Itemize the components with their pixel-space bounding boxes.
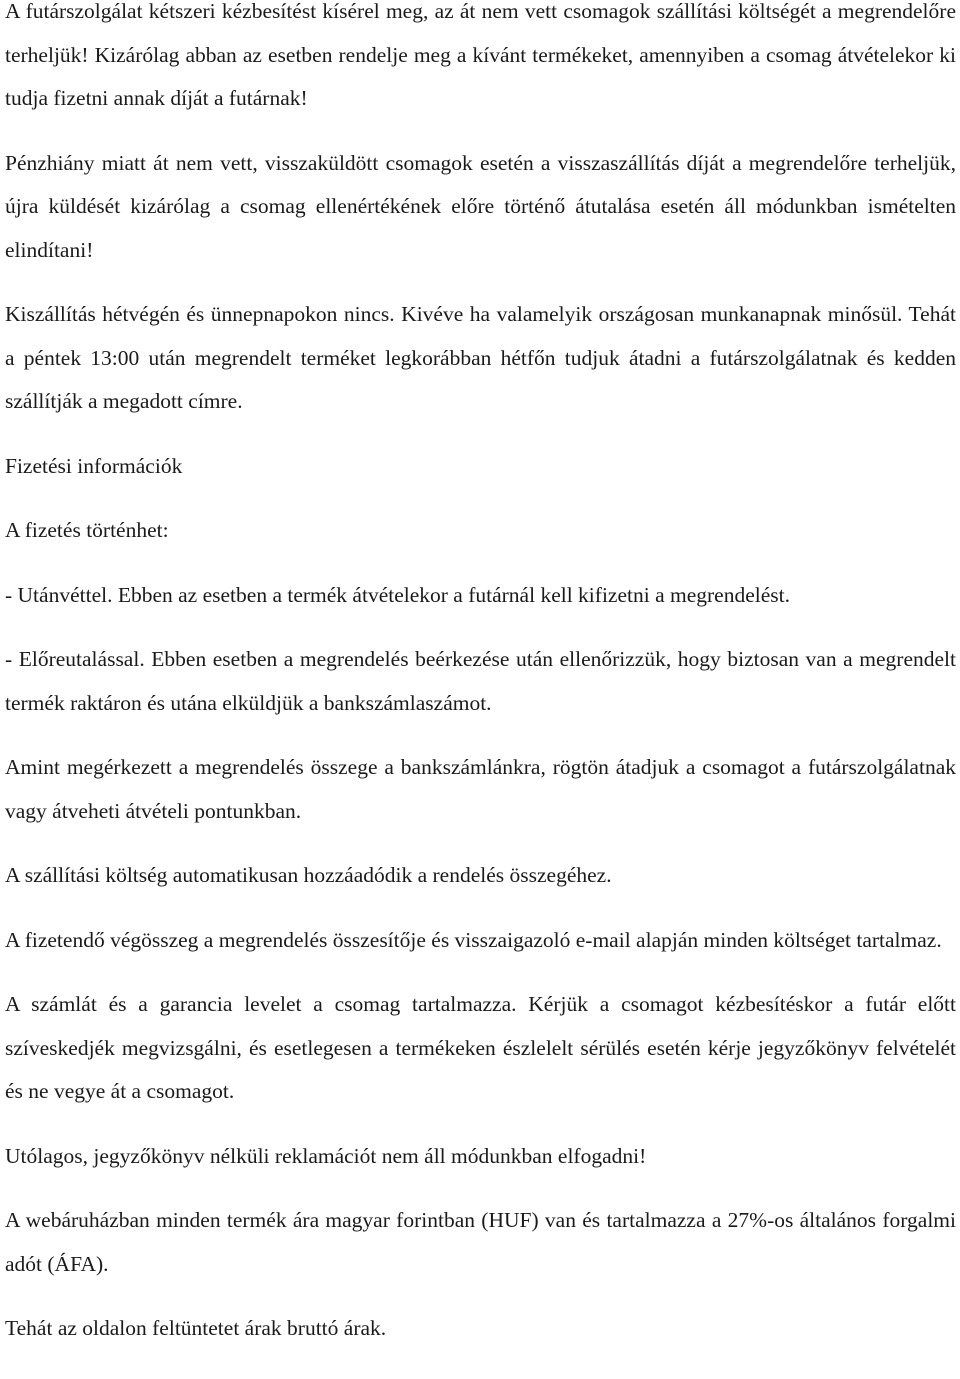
- list-item-cash-on-delivery: - Utánvéttel. Ebben az esetben a termék átvételekor a futárnál kell kifizetni a megrendelést.: [5, 582, 790, 607]
- paragraph-payment-received: Amint megérkezett a megrendelés összege a bankszámlánkra, rögtön átadjuk a csomagot a futárszolgálatnak vagy átveheti átvételi pontunkban.: [5, 755, 956, 823]
- paragraph-unpaid-returns: Pénzhiány miatt át nem vett, visszaküldött csomagok esetén a visszaszállítás díját a megrendelőre terheljük, újra küldését kizárólag a csomag ellenértékének előre történő átutalása esetén áll módunkban ismételten elindítani!: [5, 150, 956, 262]
- paragraph-payment-methods-intro: A fizetés történhet:: [5, 518, 169, 542]
- section-heading-payment-info: Fizetési információk: [5, 453, 183, 478]
- paragraph-weekend-delivery: Kiszállítás hétvégén és ünnepnapokon nincs. Kivéve ha valamelyik országosan munkanapnak minősül. Tehát a péntek 13:00 után megrendelt terméket legkorábban hétfőn tudjuk átadni a futárszolgálatnak és kedden szállítják a megadott címre.: [5, 302, 956, 413]
- paragraph-delivery-attempts: A futárszolgálat kétszeri kézbesítést kísérel meg, az át nem vett csomagok szállítási költségét a megrendelőre terheljük! Kizárólag abban az esetben rendelje meg a kívánt termékeket, amennyiben a csomag átvételekor ki tudja fizetni annak díját a futárnak!: [5, 0, 956, 110]
- paragraph-invoice-warranty: A számlát és a garancia levelet a csomag tartalmazza. Kérjük a csomagot kézbesítéskor a futár előtt szíveskedjék megvizsgálni, és esetlegesen a termékeken észlelelt sérülés esetén kérje jegyzőkönyv felvételét és ne vegye át a csomagot.: [5, 992, 956, 1103]
- paragraph-prices-vat: A webáruházban minden termék ára magyar forintban (HUF) van és tartalmazza a 27%-os általános forgalmi adót (ÁFA).: [5, 1208, 956, 1276]
- document-body: [5, 0, 956, 1372]
- paragraph-complaints: Utólagos, jegyzőkönyv nélküli reklamációt nem áll módunkban elfogadni!: [5, 1143, 647, 1168]
- paragraph-gross-prices: Tehát az oldalon feltüntetet árak bruttó árak.: [5, 1316, 387, 1340]
- list-item-prepayment: - Előreutalással. Ebben esetben a megrendelés beérkezése után ellenőrizzük, hogy biztosan van a megrendelt termék raktáron és utána elküldjük a bankszámlaszámot.: [5, 647, 956, 715]
- paragraph-shipping-cost: A szállítási költség automatikusan hozzáadódik a rendelés összegéhez.: [5, 863, 612, 887]
- paragraph-total-amount: A fizetendő végösszeg a megrendelés összesítője és visszaigazoló e-mail alapján minden költséget tartalmaz.: [5, 927, 942, 952]
